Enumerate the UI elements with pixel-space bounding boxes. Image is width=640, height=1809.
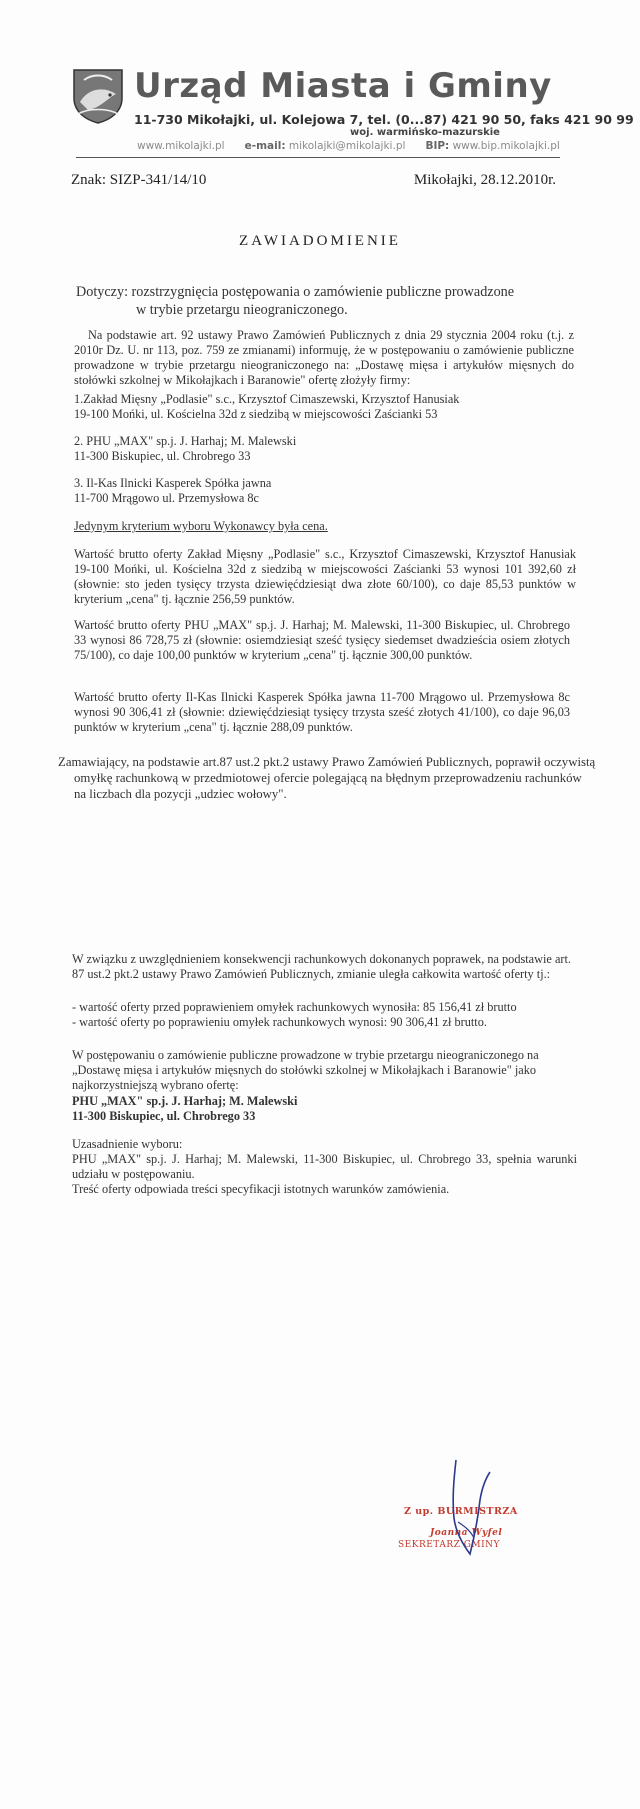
winner-address: 11-300 Biskupiec, ul. Chrobrego 33 — [72, 1109, 256, 1123]
email-link[interactable]: mikolajki@mikolajki.pl — [288, 140, 406, 152]
selection-paragraph: W postępowaniu o zamówienie publiczne prowadzone w trybie przetargu nieograniczonego na „Dostawę mięsa i artykułów mięsnych do stołówki szkolnej w Mikołajkach i Baranowie" jako najkorzystniejszą wybrano ofertę: — [72, 1048, 539, 1092]
value-after-correction: - wartość oferty po poprawieniu omyłek rachunkowych wynosi: 90 306,41 zł brutto. — [72, 1015, 487, 1029]
justification-label: Uzasadnienie wyboru: — [72, 1137, 183, 1151]
reference-number: Znak: SIZP-341/14/10 — [71, 172, 207, 188]
firm-2-line-2: 11-300 Biskupiec, ul. Chrobrego 33 — [74, 449, 251, 463]
town-crest-icon — [70, 68, 126, 124]
firm-1-line-2: 19-100 Mońki, ul. Kościelna 32d z siedzibą w miejscowości Zaścianki 53 — [74, 407, 438, 421]
office-name: Urząd Miasta i Gminy — [134, 66, 552, 106]
website-link[interactable]: www.mikolajki.pl — [137, 140, 225, 152]
handwritten-signature-icon — [440, 1458, 500, 1558]
firm-1-line-1: 1.Zakład Mięsny „Podlasie" s.c., Krzysztof Cimaszewski, Krzysztof Hanusiak — [74, 392, 460, 406]
firm-3-line-2: 11-700 Mrągowo ul. Przemysłowa 8c — [74, 491, 259, 505]
firm-3-line-1: 3. Il-Kas Ilnicki Kasperek Spółka jawna — [74, 476, 272, 490]
place-date: Mikołajki, 28.12.2010r. — [413, 172, 556, 188]
stamp-line-2: Joanna Wyfel — [430, 1528, 503, 1538]
conformity-statement: Treść oferty odpowiada treści specyfikacji istotnych warunków zamówienia. — [72, 1182, 450, 1196]
firm-2-line-1: 2. PHU „MAX" sp.j. J. Harhaj; M. Malewski — [74, 434, 297, 448]
justification-text: PHU „MAX" sp.j. J. Harhaj; M. Malewski, 11-300 Biskupiec, ul. Chrobrego 33, spełnia warunki udziału w postępowaniu. — [72, 1152, 577, 1181]
email-label: e-mail: — [244, 140, 286, 152]
bip-link[interactable]: www.bip.mikolajki.pl — [452, 140, 560, 152]
offer-1-paragraph: Wartość brutto oferty Zakład Mięsny „Podlasie" s.c., Krzysztof Cimaszewski, Krzysztof Hanusiak 19-100 Mońki, ul. Kościelna 32d z siedzibą w miejscowości Zaścianki 53 wynosi 101 392,60 zł (słownie: sto jeden tysięcy trzysta dziewięćdziesiąt dwa złote 60/100), co daje 85,53 punktów w kryterium „cena" tj. łącznie 256,59 punktów. — [74, 547, 576, 606]
stamp-line-3: SEKRETARZ GMINY — [398, 1540, 500, 1550]
office-region: woj. warmińsko-mazurskie — [350, 127, 500, 138]
subject-line-1: Dotyczy: rozstrzygnięcia postępowania o zamówienie publiczne prowadzone — [76, 284, 515, 300]
page2-intro-paragraph: W związku z uwzględnieniem konsekwencji rachunkowych dokonanych poprawek, na podstawie art. 87 ust.2 pkt.2 ustawy Prawo Zamówień Publicznych, zmianie uległa całkowita wartość oferty tj.: — [72, 952, 571, 981]
offer-3-paragraph: Wartość brutto oferty Il-Kas Ilnicki Kasperek Spółka jawna 11-700 Mrągowo ul. Przemysłowa 8c wynosi 90 306,41 zł (słownie: dziewięćdziesiąt tysięcy trzysta sześć złotych 41/100), co daje 96,03 punktów w kryterium „cena" tj. łącznie 288,09 punktów. — [74, 690, 570, 734]
correction-paragraph: Zamawiający, na podstawie art.87 ust.2 pkt.2 ustawy Prawo Zamówień Publicznych, poprawił oczywistą omyłkę rachunkową w przedmiotowej ofercie polegającą na błędnym przeprowadzeniu rachunków na liczbach dla pozycji „udziec wołowy". — [58, 755, 596, 801]
office-address: 11-730 Mikołajki, ul. Kolejowa 7, tel. (0...87) 421 90 50, faks 421 90 99 — [134, 112, 634, 127]
document-title: ZAWIADOMIENIE — [239, 233, 401, 249]
bip-label: BIP: — [425, 140, 450, 152]
value-before-correction: - wartość oferty przed poprawieniem omyłek rachunkowych wynosiła: 85 156,41 zł brutto — [72, 1000, 517, 1014]
intro-paragraph: Na podstawie art. 92 ustawy Prawo Zamówień Publicznych z dnia 29 stycznia 2004 roku (t.j. z 2010r Dz. U. nr 113, poz. 759 ze zmianami) informuję, że w postępowaniu o zamówienie publiczne prowadzone w trybie przetargu nieograniczonego na: „Dostawę mięsa i artykułów mięsnych do stołówki szkolnej w Mikołajkach i Baranowie" ofertę złożyły firmy: — [74, 328, 574, 387]
office-contact-line — [137, 140, 560, 152]
award-criterion: Jedynym kryterium wyboru Wykonawcy była cena. — [74, 519, 328, 533]
subject-line-2: w trybie przetargu nieograniczonego. — [136, 302, 348, 318]
header-divider — [76, 157, 560, 158]
stamp-line-1: Z up. BURMISTRZA — [404, 1506, 518, 1517]
offer-2-paragraph: Wartość brutto oferty PHU „MAX" sp.j. J. Harhaj; M. Malewski, 11-300 Biskupiec, ul. Chrobrego 33 wynosi 86 728,75 zł (słownie: osiemdziesiąt sześć tysięcy siedemset dwadzieścia osiem złotych 75/100), co daje 100,00 punktów w kryterium „cena" tj. łącznie 300,00 punktów. — [74, 618, 570, 662]
winner-name: PHU „MAX" sp.j. J. Harhaj; M. Malewski — [72, 1094, 298, 1108]
